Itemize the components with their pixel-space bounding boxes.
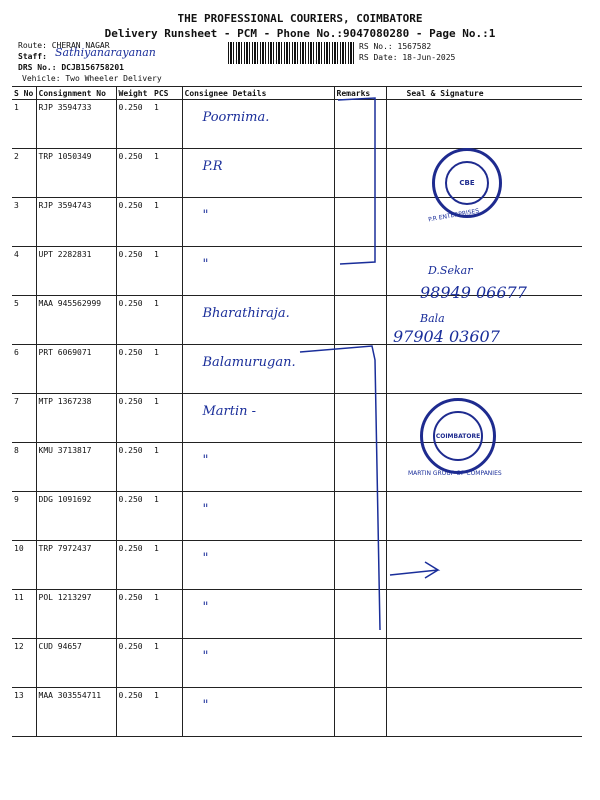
row-consignment-no: UPT 2282831 [36,247,116,296]
row-weight: 0.250 [116,394,152,443]
row-consignee: " [182,443,334,492]
row-sno: 13 [12,688,36,737]
rs-number: RS No.: 1567582 [359,42,432,51]
handwritten-phone-1: 98949 06677 [420,283,527,302]
row-consignee: " [182,198,334,247]
stamp2-text: MARTIN GROUP OF COMPANIES [408,470,502,477]
row-pcs: 1 [152,688,182,737]
row-sno: 8 [12,443,36,492]
staff-label: Staff: [18,52,47,61]
row-consignment-no: POL 1213297 [36,590,116,639]
col-remarks: Remarks [334,87,386,100]
handwritten-phone-2: 97904 03607 [393,327,500,346]
row-consignee: " [182,541,334,590]
row-consignee: Bharathiraja. [182,296,334,345]
stamp1-text: P.R ENTERPRISES [427,207,480,224]
row-weight: 0.250 [116,149,152,198]
row-pcs: 1 [152,247,182,296]
row-consignee: " [182,688,334,737]
handwritten-name-1: D.Sekar [428,264,473,277]
row-consignee: P.R [182,149,334,198]
row-consignment-no: KMU 3713817 [36,443,116,492]
row-weight: 0.250 [116,688,152,737]
row-consignment-no: PRT 6069071 [36,345,116,394]
row-weight: 0.250 [116,296,152,345]
row-consignee: " [182,492,334,541]
row-pcs: 1 [152,100,182,149]
col-pcs: PCS [152,87,182,100]
row-pcs: 1 [152,345,182,394]
runsheet-subtitle: Delivery Runsheet - PCM - Phone No.:9047080280 - Page No.:1 [104,27,496,40]
col-seal: Seal & Signature [386,87,582,100]
row-sno: 7 [12,394,36,443]
row-weight: 0.250 [116,639,152,688]
company-title: THE PROFESSIONAL COURIERS, COIMBATORE [177,12,423,25]
row-weight: 0.250 [116,345,152,394]
row-pcs: 1 [152,590,182,639]
row-consignee: " [182,247,334,296]
row-pcs: 1 [152,198,182,247]
row-consignee: Balamurugan. [182,345,334,394]
row-pcs: 1 [152,492,182,541]
row-sno: 1 [12,100,36,149]
row-consignment-no: RJP 3594733 [36,100,116,149]
row-weight: 0.250 [116,541,152,590]
seal-stamp-martin-group [420,398,496,474]
row-consignment-no: DDG 1091692 [36,492,116,541]
row-sno: 12 [12,639,36,688]
row-consignment-no: TRP 1050349 [36,149,116,198]
row-consignment-no: MAA 303554711 [36,688,116,737]
row-sno: 11 [12,590,36,639]
col-consignee: Consignee Details [182,87,334,100]
row-pcs: 1 [152,296,182,345]
drs-number: DRS No.: DCJB156758201 [18,63,124,72]
stamp2-inner-text: COIMBATORE [435,432,481,440]
row-pcs: 1 [152,443,182,492]
stamp1-inner-text: CBE [459,179,475,187]
row-pcs: 1 [152,639,182,688]
seal-stamp-pr-enterprises [432,148,502,218]
row-pcs: 1 [152,149,182,198]
row-consignment-no: CUD 94657 [36,639,116,688]
route-text: Route: CHERAN NAGAR [18,41,110,50]
row-weight: 0.250 [116,492,152,541]
row-consignee: Poornima. [182,100,334,149]
col-weight: Weight [116,87,152,100]
vehicle-text: Vehicle: Two Wheeler Delivery [22,74,162,83]
row-consignment-no: MTP 1367238 [36,394,116,443]
row-pcs: 1 [152,541,182,590]
row-weight: 0.250 [116,198,152,247]
row-sno: 2 [12,149,36,198]
row-consignee: Martin - [182,394,334,443]
row-weight: 0.250 [116,100,152,149]
row-weight: 0.250 [116,443,152,492]
row-consignee: " [182,639,334,688]
col-consignment: Consignment No [36,87,116,100]
row-sno: 9 [12,492,36,541]
row-sno: 4 [12,247,36,296]
row-weight: 0.250 [116,590,152,639]
row-sno: 6 [12,345,36,394]
row-sno: 10 [12,541,36,590]
staff-handwritten: Sathiyanarayanan [55,46,156,59]
row-pcs: 1 [152,394,182,443]
row-weight: 0.250 [116,247,152,296]
row-sno: 5 [12,296,36,345]
handwritten-name-2: Bala [420,312,445,325]
row-sno: 3 [12,198,36,247]
row-consignment-no: MAA 945562999 [36,296,116,345]
rs-date: RS Date: 18-Jun-2025 [359,53,456,62]
row-consignee: " [182,590,334,639]
row-consignment-no: TRP 7972437 [36,541,116,590]
row-consignment-no: RJP 3594743 [36,198,116,247]
col-sno: S No [12,87,36,100]
